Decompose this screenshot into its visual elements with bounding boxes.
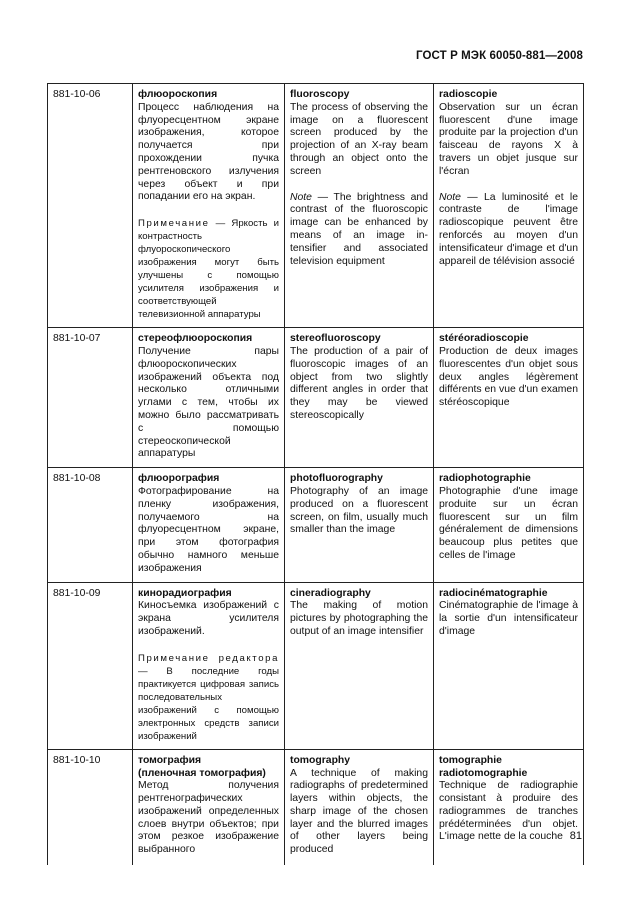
french-definition: Technique de radiographie consistant à produire des radiogrammes de tranches prédéterminées d'un objet. L'image nette de la couche [439,780,578,843]
page-number: 81 [569,830,582,842]
english-entry [285,84,434,328]
document-header: ГОСТ Р МЭК 60050-881—2008 [416,50,583,62]
note-label: Note [439,191,461,203]
english-definition: Photography of an image produced on a fluorescent screen, on film, usually much smaller than the image [290,485,428,536]
english-definition: The production of a pair of fluoroscopic images of an object from two slightly different angles in order that they may be viewed stereoscopically [290,345,428,421]
french-entry [434,582,584,749]
table-row [48,84,584,328]
russian-definition: Получение пары флюороскопических изображений объекта под несколько отличными углами с тем, чтобы их можно было рассматривать с помощью стереоскопической аппаратуры [138,345,279,460]
russian-definition: Процесс наблюдения на флуоресцентном экране изображения, которое получается при прохождении пучка рентгеновского излучения через объект и при попадании его на экран. [138,101,279,203]
english-entry [285,328,434,468]
french-term: radiophotographie [439,473,531,485]
term-number: 881-10-08 [48,468,133,582]
french-definition: Cinématographie de l'image à la sortie d'un intensificateur d'image [439,600,578,637]
note-label: Примечание редактора [138,652,279,664]
term-number: 881-10-10 [48,749,133,865]
table-row [48,468,584,582]
note-text: — В последние годы практикуется цифровая запись последовательных изображений с помощью электронных средств записи изображений [138,665,279,742]
french-entry [434,749,584,865]
french-definition: Production de deux images fluorescentes d'un objet sous deux angles légèrement différents en vue d'un examen stéréoscopique [439,345,578,409]
term-number: 881-10-09 [48,582,133,749]
russian-definition: Фотографирование на пленку изображения, получаемого на флуоресцентном экране, при этом фотография обычно намного меньше изображения [138,485,279,574]
russian-term: флюороскопия [138,89,218,100]
french-definition: Photographie d'une image produite sur un écran fluorescent sur un film généralement de dimensions beaucoup plus petites que celles de l'image [439,485,578,561]
table-row [48,582,584,749]
table-row [48,328,584,468]
russian-entry [133,468,285,582]
french-definition: Observation sur un écran fluorescent d'une image produite par la projection d'un faisceau de rayons X à travers un objet jusque sur l'écran [439,101,578,177]
russian-definition: Киносъемка изображений с экрана усилителя изображений. [138,600,279,637]
french-entry [434,328,584,468]
french-entry [434,84,584,328]
french-term: radioscopie [439,89,498,100]
french-term: stéréoradioscopie [439,333,529,345]
english-definition: A technique of making radiographs of predetermined layers within objects, the sharp image of the chosen layer and the blurred images of other layers being produced [290,767,428,856]
russian-term: кинорадиография [138,587,232,599]
russian-note [138,652,279,743]
russian-term-synonym: (пленочная томография) [138,767,266,779]
french-term: radiocinématographie [439,587,548,599]
term-number: 881-10-06 [48,84,133,328]
russian-entry [133,84,285,328]
english-definition: The making of motion pictures by photographing the output of an image intensifier [290,600,428,637]
russian-entry [133,749,285,865]
english-term: cineradiography [290,587,371,599]
russian-term: стереофлюороскопия [138,333,253,345]
english-entry [285,468,434,582]
english-entry [285,582,434,749]
note-text: — The brightness and contrast of the fluoroscopic image can be enhanced by means of an image in-tensifier and associated television equipment [290,191,428,267]
english-entry [285,749,434,865]
english-note [290,192,428,269]
russian-note [138,217,279,321]
term-number: 881-10-07 [48,328,133,468]
russian-entry [133,328,285,468]
note-label: Note [290,191,312,203]
english-term: photofluorography [290,473,383,485]
english-definition: The process of observing the image on a fluorescent screen produced by the projection of an X-ray beam through an object onto the screen [290,101,428,177]
french-entry [434,468,584,582]
russian-term: томография [138,754,202,766]
french-term: tomographie [439,754,502,766]
note-text: — La luminosité et le contraste de l'image radioscopique peuvent être renforcés au moyen d'un intensificateur d'image et d'un appareil de télévision associé [439,191,578,267]
english-term: stereofluoroscopy [290,333,381,345]
french-term-synonym: radiotomographie [439,767,528,779]
english-term: tomography [290,754,351,766]
table-row [48,749,584,865]
english-term: fluoroscopy [290,89,350,100]
note-label: Примечание [138,218,210,230]
russian-definition: Метод получения рентгенографических изображений определенных слоев внутри объектов; при этом резкое изображение выбранного [138,780,279,856]
russian-entry [133,582,285,749]
note-text: — Яркость и контрастность флуороскопического изображения могут быть улучшены с помощью усилителя изображения и соответствующей телевизионной аппаратуры [138,218,279,321]
russian-term: флюорография [138,473,220,485]
terminology-table [47,83,584,865]
french-note [439,192,578,269]
